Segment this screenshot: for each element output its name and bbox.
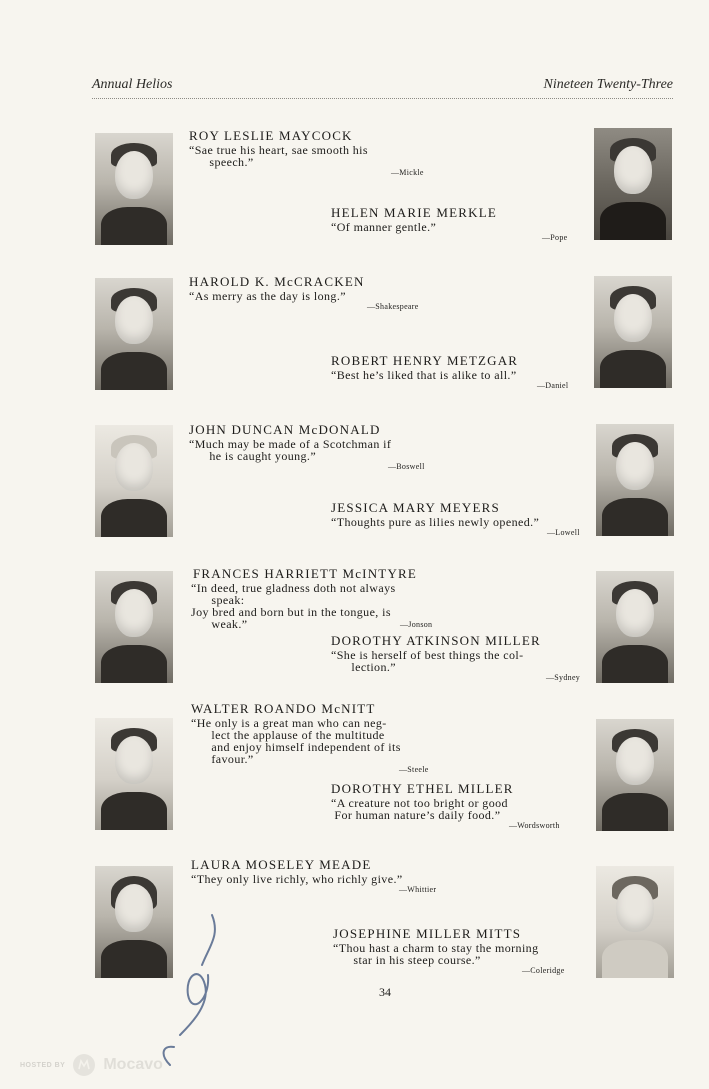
student-quote: “Of manner gentle.” <box>331 220 437 234</box>
portrait-photo <box>596 571 674 683</box>
portrait-photo <box>95 718 173 830</box>
quote-attribution: —Wordsworth <box>509 821 560 830</box>
mocavo-logo-icon <box>73 1054 95 1076</box>
quote-attribution: —Whittier <box>399 885 437 894</box>
portrait-photo <box>594 276 672 388</box>
student-name: HAROLD K. McCRACKEN <box>189 274 365 289</box>
header-divider <box>92 98 673 99</box>
student-name: DOROTHY ETHEL MILLER <box>331 781 514 796</box>
portrait-photo <box>596 866 674 978</box>
student-name: LAURA MOSELEY MEADE <box>191 857 372 872</box>
brand-name: Mocavo <box>103 1056 163 1073</box>
student-quote: “Thou hast a charm to stay the morning star in his steep course.” <box>333 941 539 967</box>
quote-attribution: —Sydney <box>546 673 581 682</box>
portrait-photo <box>596 424 674 536</box>
student-name: ROBERT HENRY METZGAR <box>331 353 519 368</box>
portrait-photo <box>95 425 173 537</box>
student-quote: “Much may be made of a Scotchman if he is caught young.” <box>189 437 392 463</box>
student-quote: “As merry as the day is long.” <box>189 289 346 303</box>
header-title: Annual Helios <box>92 77 173 92</box>
quote-attribution: —Coleridge <box>522 966 565 975</box>
quote-attribution: —Daniel <box>537 381 569 390</box>
page-number: 34 <box>379 985 391 999</box>
header-year: Nineteen Twenty-Three <box>543 77 673 92</box>
handwritten-signature <box>150 905 230 1075</box>
portrait-photo <box>95 133 173 245</box>
student-quote: “Best he’s liked that is alike to all.” <box>331 368 517 382</box>
student-name: HELEN MARIE MERKLE <box>331 205 498 220</box>
portrait-photo <box>594 128 672 240</box>
quote-attribution: —Shakespeare <box>367 302 419 311</box>
quote-attribution: —Steele <box>399 765 429 774</box>
student-quote: “Thoughts pure as lilies newly opened.” <box>331 515 540 529</box>
portrait-photo <box>596 719 674 831</box>
quote-attribution: —Jonson <box>400 620 433 629</box>
quote-attribution: —Pope <box>542 233 568 242</box>
student-name: JOSEPHINE MILLER MITTS <box>333 926 522 941</box>
student-quote: “Sae true his heart, sae smooth his speech.” <box>189 143 368 169</box>
student-name: JOHN DUNCAN McDONALD <box>189 422 381 437</box>
student-quote: “She is herself of best things the col- lection.” <box>331 648 524 674</box>
hosted-by-label: HOSTED BY <box>20 1061 66 1069</box>
student-name: FRANCES HARRIETT McINTYRE <box>193 566 418 581</box>
student-quote: “In deed, true gladness doth not always speak: Joy bred and born but in the tongue, is weak.” <box>191 581 396 631</box>
student-name: WALTER ROANDO McNITT <box>191 701 376 716</box>
student-name: ROY LESLIE MAYCOCK <box>189 128 353 143</box>
quote-attribution: —Boswell <box>388 462 425 471</box>
footer-watermark <box>20 1053 163 1077</box>
student-quote: “He only is a great man who can neg- lect the applause of the multitude and enjoy himself independent of its favour.” <box>191 716 401 766</box>
student-name: DOROTHY ATKINSON MILLER <box>331 633 541 648</box>
student-quote: “A creature not too bright or good For human nature’s daily food.” <box>331 796 508 822</box>
quote-attribution: —Lowell <box>547 528 580 537</box>
student-quote: “They only live richly, who richly give.” <box>191 872 403 886</box>
student-name: JESSICA MARY MEYERS <box>331 500 500 515</box>
portrait-photo <box>95 571 173 683</box>
portrait-photo <box>95 278 173 390</box>
quote-attribution: —Mickle <box>391 168 424 177</box>
